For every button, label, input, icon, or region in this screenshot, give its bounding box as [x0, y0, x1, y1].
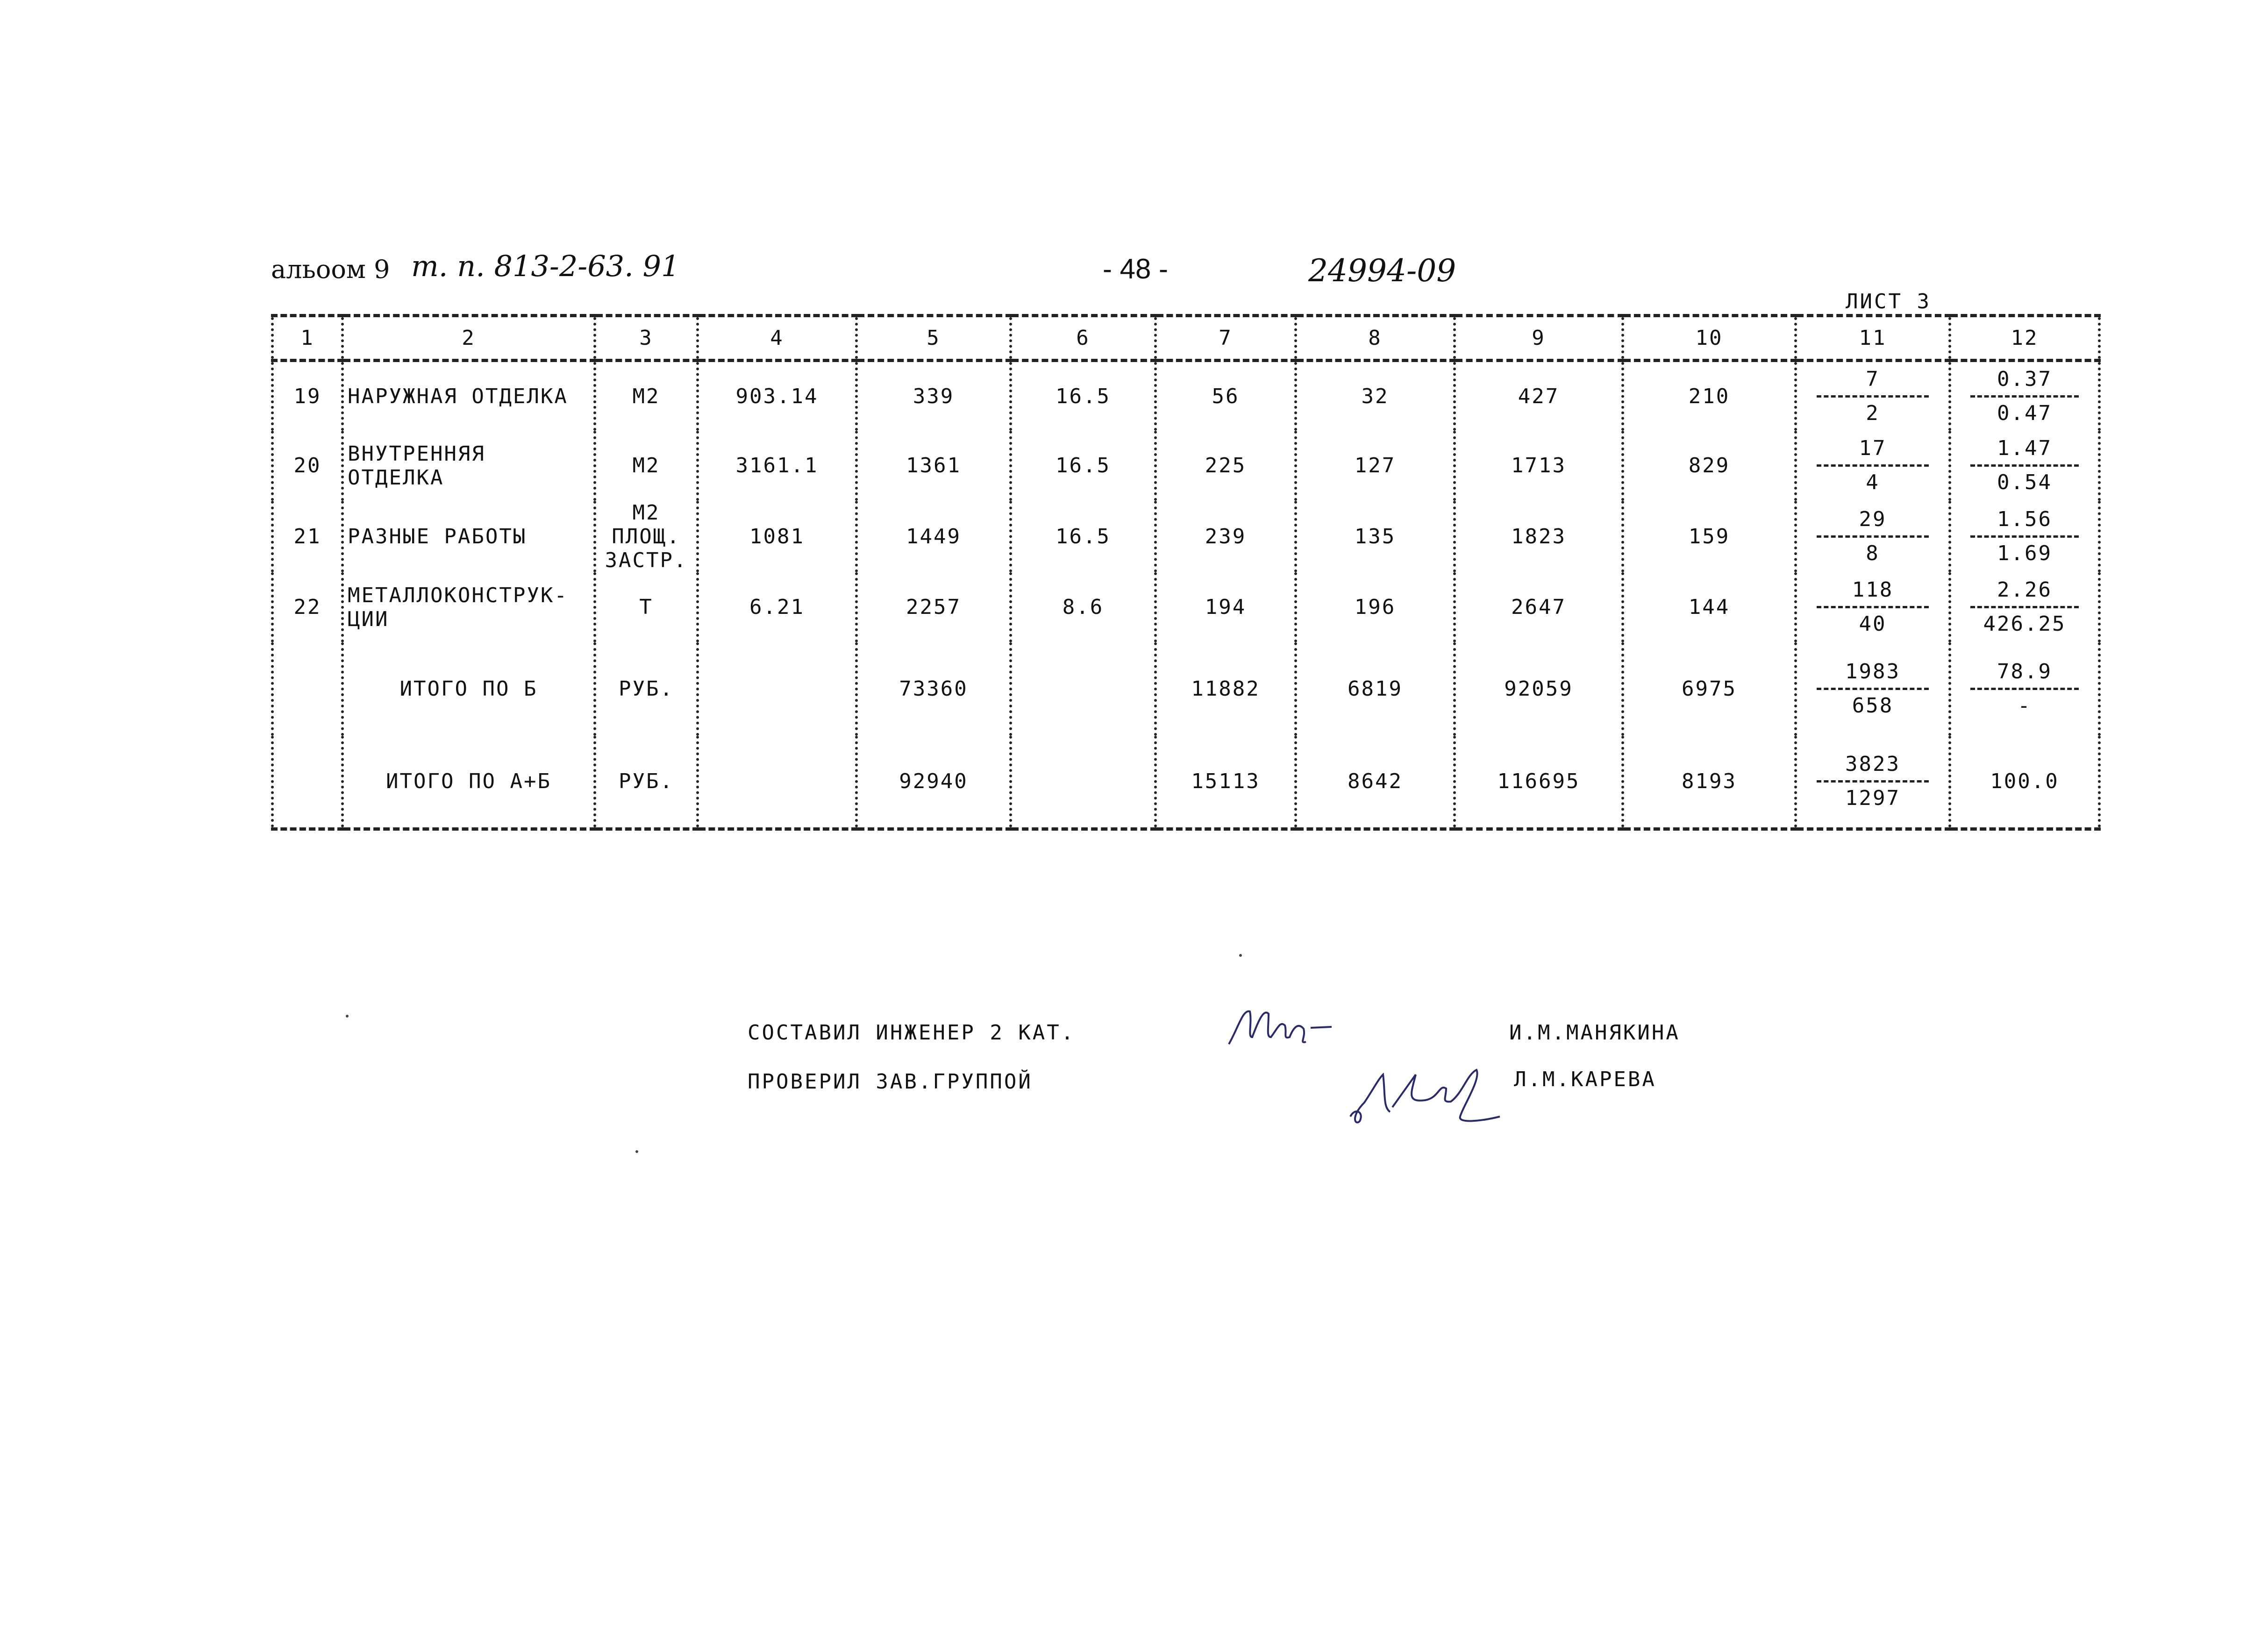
project-code: т. п. 813-2-63. 91	[411, 249, 680, 283]
cell: 8.6	[1011, 572, 1155, 642]
work-name: МЕТАЛЛОКОНСТРУК- ЦИИ	[342, 572, 595, 642]
table-row	[272, 572, 2099, 642]
work-name: РАЗНЫЕ РАБОТЫ	[342, 501, 595, 572]
cell: 16.5	[1011, 431, 1155, 501]
fraction-bottom: 0.54	[1997, 470, 2052, 494]
cell: 1823	[1455, 501, 1623, 572]
fraction-cell	[1950, 572, 2099, 642]
cell: 16.5	[1011, 501, 1155, 572]
cell: 427	[1455, 361, 1623, 431]
fraction-bar	[1817, 395, 1929, 398]
fraction-bar	[1817, 606, 1929, 608]
cell: 194	[1155, 572, 1296, 642]
work-name: ВНУТРЕННЯЯ ОТДЕЛКА	[342, 431, 595, 501]
cell: 73360	[856, 642, 1011, 736]
compiled-label: СОСТАВИЛ ИНЖЕНЕР 2 КАТ.	[748, 1021, 1076, 1045]
unit: Т	[595, 572, 698, 642]
cell: 6819	[1296, 642, 1455, 736]
compiled-name: И.М.МАНЯКИНА	[1509, 1021, 1680, 1045]
cell: 159	[1623, 501, 1796, 572]
total-label: ИТОГО ПО Б	[342, 642, 595, 736]
cell: 6.21	[698, 572, 856, 642]
signature-manyakina	[1224, 1000, 1355, 1056]
cell: 210	[1623, 361, 1796, 431]
document-number: 24994-09	[1308, 253, 1456, 289]
speck	[1239, 954, 1242, 957]
page-number: - 48 -	[1103, 253, 1169, 285]
fraction-top: 3823	[1845, 752, 1900, 776]
column-header: 12	[1950, 316, 2099, 361]
fraction-bottom: 426.25	[1983, 612, 2066, 636]
row-number: 21	[272, 501, 342, 572]
column-header: 4	[698, 316, 856, 361]
table-row	[272, 501, 2099, 572]
fraction-bar	[1970, 535, 2079, 538]
fraction-cell	[1796, 642, 1950, 736]
unit: М2	[595, 361, 698, 431]
checked-name: Л.М.КАРЕВА	[1514, 1067, 1656, 1091]
total-row	[272, 642, 2099, 736]
total-label: ИТОГО ПО А+Б	[342, 736, 595, 829]
fraction-bottom: 8	[1866, 541, 1880, 565]
row-number: 20	[272, 431, 342, 501]
cell: 3161.1	[698, 431, 856, 501]
unit: М2 ПЛОЩ. ЗАСТР.	[595, 501, 698, 572]
unit: М2	[595, 431, 698, 501]
column-header: 9	[1455, 316, 1623, 361]
cell: 8642	[1296, 736, 1455, 829]
cell: 11882	[1155, 642, 1296, 736]
fraction-cell	[1950, 361, 2099, 431]
cell: 135	[1296, 501, 1455, 572]
sheet-label: ЛИСТ 3	[1846, 290, 1931, 313]
cell: 196	[1296, 572, 1455, 642]
fraction-bar	[1970, 464, 2079, 467]
cell-empty	[272, 642, 342, 736]
cell: 1361	[856, 431, 1011, 501]
cell-empty	[698, 642, 856, 736]
fraction-top: 1983	[1845, 660, 1900, 683]
fraction-top: 29	[1859, 507, 1887, 531]
column-header: 3	[595, 316, 698, 361]
cell: 239	[1155, 501, 1296, 572]
fraction-bottom: 1297	[1845, 786, 1900, 811]
unit: РУБ.	[595, 736, 698, 829]
fraction-cell	[1796, 431, 1950, 501]
speck	[346, 1015, 349, 1018]
cell-empty	[698, 736, 856, 829]
column-header: 10	[1623, 316, 1796, 361]
fraction-cell	[1796, 572, 1950, 642]
cell: 2257	[856, 572, 1011, 642]
column-header: 5	[856, 316, 1011, 361]
cell: 339	[856, 361, 1011, 431]
fraction-cell	[1950, 501, 2099, 572]
fraction-bar	[1970, 395, 2079, 398]
cell: 116695	[1455, 736, 1623, 829]
fraction-bottom: -	[2018, 694, 2032, 718]
column-header: 1	[272, 316, 342, 361]
total-row	[272, 736, 2099, 829]
fraction-top: 1.47	[1997, 436, 2052, 460]
cell: 6975	[1623, 642, 1796, 736]
cell: 32	[1296, 361, 1455, 431]
document-header	[271, 245, 2093, 301]
fraction-cell	[1796, 361, 1950, 431]
fraction-bottom: 2	[1866, 401, 1880, 425]
row-number: 22	[272, 572, 342, 642]
estimate-table	[271, 314, 2098, 831]
column-header: 7	[1155, 316, 1296, 361]
table-row	[272, 431, 2099, 501]
fraction-top: 118	[1852, 578, 1894, 602]
cell: 829	[1623, 431, 1796, 501]
fraction-bottom: 1.69	[1997, 541, 2052, 565]
fraction-cell	[1950, 642, 2099, 736]
fraction-top: 17	[1859, 436, 1887, 460]
fraction-bottom: 658	[1852, 694, 1894, 718]
fraction-bottom: 4	[1866, 470, 1880, 494]
cell: 15113	[1155, 736, 1296, 829]
fraction-bar	[1817, 535, 1929, 538]
cell: 8193	[1623, 736, 1796, 829]
column-header: 6	[1011, 316, 1155, 361]
fraction-top: 2.26	[1997, 578, 2052, 602]
cell: 127	[1296, 431, 1455, 501]
cell-empty	[1011, 736, 1155, 829]
fraction-bar	[1970, 606, 2079, 608]
cell: 16.5	[1011, 361, 1155, 431]
fraction-bar	[1970, 688, 2079, 690]
fraction-top: 78.9	[1997, 660, 2052, 683]
table-row	[272, 361, 2099, 431]
unit: РУБ.	[595, 642, 698, 736]
column-header: 11	[1796, 316, 1950, 361]
cell: 92059	[1455, 642, 1623, 736]
fraction-top: 1.56	[1997, 507, 2052, 531]
column-header: 8	[1296, 316, 1455, 361]
fraction-bottom: 40	[1859, 612, 1887, 636]
fraction-top: 7	[1866, 367, 1880, 391]
cell: 1713	[1455, 431, 1623, 501]
cell: 1449	[856, 501, 1011, 572]
fraction-bar	[1817, 780, 1929, 783]
row-number: 19	[272, 361, 342, 431]
fraction-bar	[1817, 464, 1929, 467]
speck	[635, 1150, 638, 1153]
column-number-row	[272, 316, 2099, 361]
cell: 100.0	[1950, 736, 2099, 829]
cell: 144	[1623, 572, 1796, 642]
fraction-top: 0.37	[1997, 367, 2052, 391]
cell-empty	[272, 736, 342, 829]
checked-label: ПРОВЕРИЛ ЗАВ.ГРУППОЙ	[748, 1070, 1033, 1094]
fraction-bar	[1817, 688, 1929, 690]
cell: 2647	[1455, 572, 1623, 642]
work-name: НАРУЖНАЯ ОТДЕЛКА	[342, 361, 595, 431]
fraction-cell	[1796, 501, 1950, 572]
cell: 903.14	[698, 361, 856, 431]
signature-kareva	[1346, 1046, 1514, 1131]
album-label: альоом 9	[271, 255, 390, 284]
cell: 56	[1155, 361, 1296, 431]
cell-empty	[1011, 642, 1155, 736]
column-header: 2	[342, 316, 595, 361]
cell: 92940	[856, 736, 1011, 829]
cell: 1081	[698, 501, 856, 572]
fraction-cell	[1950, 431, 2099, 501]
fraction-bottom: 0.47	[1997, 401, 2052, 425]
fraction-cell	[1796, 736, 1950, 829]
cell: 225	[1155, 431, 1296, 501]
